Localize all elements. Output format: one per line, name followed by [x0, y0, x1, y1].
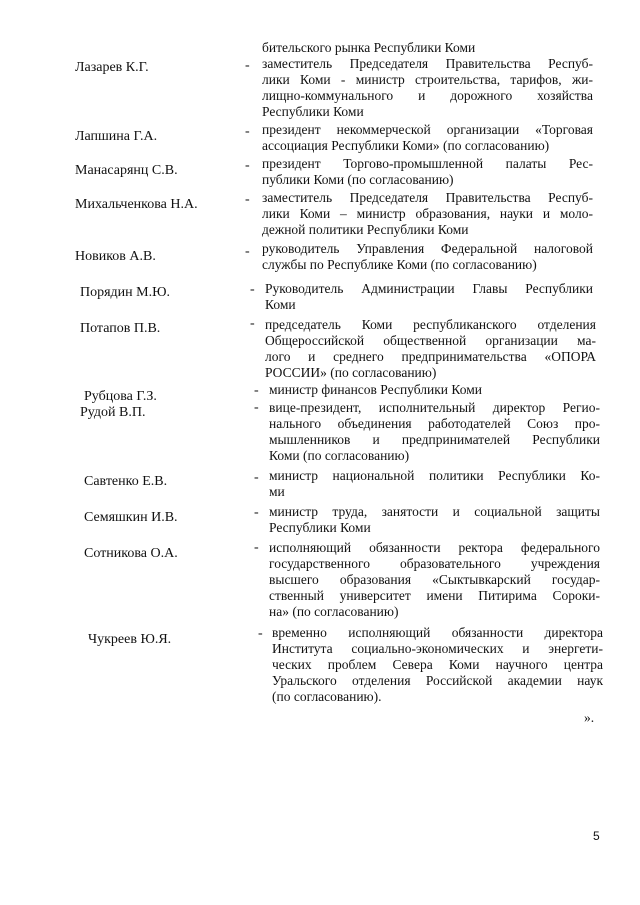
- member-position-line: председатель Коми республиканского отделения: [265, 317, 596, 332]
- member-name: Савтенко Е.В.: [84, 474, 168, 489]
- member-position-line: лики Коми - министр строительства, тарифов, жи-: [262, 72, 593, 87]
- entry-dash: -: [254, 470, 259, 485]
- member-name: Сотникова О.А.: [84, 546, 178, 561]
- member-position-line: министр национальной политики Республики Ко-: [269, 468, 600, 483]
- member-position-line: временно исполняющий обязанности директора: [272, 625, 603, 640]
- member-position-line: заместитель Председателя Правительства Респуб-: [262, 56, 593, 71]
- member-position-line: Коми: [265, 297, 296, 312]
- closing-quote: ».: [584, 710, 595, 725]
- member-position-line: (по согласованию).: [272, 689, 382, 704]
- member-position-line: министр финансов Республики Коми: [269, 382, 482, 397]
- member-position-line: ассоциация Республики Коми» (по согласованию): [262, 138, 550, 153]
- member-name: Семяшкин И.В.: [84, 510, 178, 525]
- member-name: Чукреев Ю.Я.: [88, 632, 172, 647]
- member-position-line: государственного образовательного учреждения: [269, 556, 600, 571]
- member-name: Лазарев К.Г.: [75, 60, 149, 75]
- member-position-line: заместитель Председателя Правительства Респуб-: [262, 190, 593, 205]
- member-position-line: президент некоммерческой организации «Торговая: [262, 122, 593, 137]
- member-name: Порядин М.Ю.: [80, 285, 170, 300]
- member-position-line: Руководитель Администрации Главы Республики: [265, 281, 593, 296]
- member-name: Михальченкова Н.А.: [75, 197, 198, 212]
- member-position-line: Общероссийской общественной организации ма-: [265, 333, 596, 348]
- member-position-line: нального объединения работодателей Союз про-: [269, 416, 600, 431]
- member-position-line: вице-президент, исполнительный директор Регио-: [269, 400, 600, 415]
- entry-dash: -: [250, 282, 255, 297]
- entry-dash: -: [245, 124, 250, 139]
- member-position-line: лого и среднего предпринимательства «ОПОРА: [265, 349, 596, 364]
- entry-dash: -: [258, 626, 263, 641]
- member-name: Манасарянц С.В.: [75, 163, 178, 178]
- entry-dash: -: [245, 244, 250, 259]
- member-name: Новиков А.В.: [75, 249, 156, 264]
- member-position-line: ми: [269, 484, 285, 499]
- member-position-line: Коми (по согласованию): [269, 448, 410, 463]
- member-position-line: лищно-коммунального и дорожного хозяйства: [262, 88, 593, 103]
- member-position-line: публики Коми (по согласованию): [262, 172, 454, 187]
- entry-dash: -: [245, 158, 250, 173]
- member-position-line: высшего образования «Сыктывкарский государ-: [269, 572, 600, 587]
- member-position-line: президент Торгово-промышленной палаты Рес-: [262, 156, 593, 171]
- continued-text-line: бительского рынка Республики Коми: [262, 40, 476, 55]
- member-position-line: на» (по согласованию): [269, 604, 399, 619]
- member-position-line: лики Коми – министр образования, науки и моло-: [262, 206, 593, 221]
- member-name: Лапшина Г.А.: [75, 129, 158, 144]
- entry-dash: -: [250, 316, 255, 331]
- member-position-line: ческих проблем Севера Коми научного центра: [272, 657, 603, 672]
- page-number: 5: [593, 829, 600, 843]
- member-position-line: Уральского отделения Российской академии наук: [272, 673, 603, 688]
- member-position-line: дежной политики Республики Коми: [262, 222, 469, 237]
- member-position-line: службы по Республике Коми (по согласованию): [262, 257, 537, 272]
- member-position-line: РОССИИ» (по согласованию): [265, 365, 437, 380]
- entry-dash: -: [245, 192, 250, 207]
- member-position-line: ственный университет имени Питирима Сороки-: [269, 588, 600, 603]
- member-position-line: мышленников и предпринимателей Республики: [269, 432, 600, 447]
- member-position-line: руководитель Управления Федеральной налоговой: [262, 241, 593, 256]
- member-position-line: министр труда, занятости и социальной защиты: [269, 504, 600, 519]
- entry-dash: -: [245, 58, 250, 73]
- entry-dash: -: [254, 505, 259, 520]
- member-position-line: Республики Коми: [262, 104, 364, 119]
- entry-dash: -: [254, 383, 259, 398]
- member-position-line: Республики Коми: [269, 520, 371, 535]
- member-position-line: исполняющий обязанности ректора федерального: [269, 540, 600, 555]
- member-position-line: Института социально-экономических и энергети-: [272, 641, 603, 656]
- member-name: Потапов П.В.: [80, 321, 161, 336]
- member-name: Рубцова Г.З.: [84, 389, 157, 404]
- entry-dash: -: [254, 540, 259, 555]
- member-name: Рудой В.П.: [80, 405, 146, 420]
- entry-dash: -: [254, 400, 259, 415]
